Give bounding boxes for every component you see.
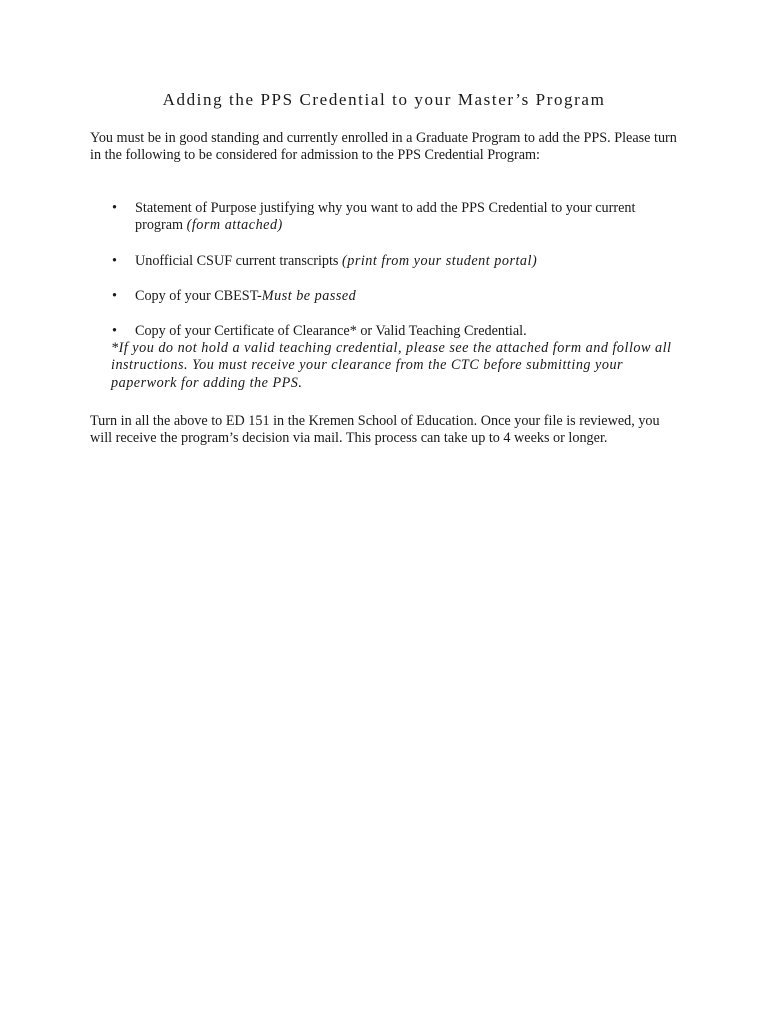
- list-item-italic-note: (form attached): [186, 217, 283, 234]
- list-item-italic-note: (print from your student portal): [342, 253, 538, 269]
- list-item-italic-note: Must be passed: [261, 288, 357, 304]
- list-item-text: Unofficial CSUF current transcripts: [135, 253, 342, 269]
- intro-paragraph: You must be in good standing and currently enrolled in a Graduate Program to add the PPS. Please turn in the following to be considered for admission to the PPS Credential Program:: [90, 130, 677, 164]
- bullet-icon: •: [112, 288, 117, 304]
- list-item-content: [135, 253, 680, 270]
- list-item-content: [135, 288, 680, 305]
- list-item: [90, 253, 680, 270]
- list-item-text: Copy of your CBEST-: [135, 288, 262, 304]
- list-item: [90, 323, 680, 392]
- list-item-content: [135, 200, 680, 234]
- list-item: [90, 200, 680, 234]
- closing-paragraph: Turn in all the above to ED 151 in the Kremen School of Education. Once your file is reviewed, you will receive the program’s decision via mail. This process can take up to 4 weeks or longer.: [90, 413, 660, 447]
- list-item-text: Copy of your Certificate of Clearance* or Valid Teaching Credential.: [135, 323, 527, 339]
- document-title: Adding the PPS Credential to your Master’s Program: [162, 90, 606, 109]
- list-item-content: [135, 323, 680, 340]
- list-item: [90, 288, 680, 305]
- bullet-icon: •: [112, 253, 117, 269]
- list-item-text: Statement of Purpose justifying why you want to add the PPS Credential to your current program: [135, 200, 636, 234]
- bullet-icon: •: [112, 323, 117, 339]
- bullet-icon: •: [112, 200, 117, 216]
- clearance-footnote: *If you do not hold a valid teaching credential, please see the attached form and follow all instructions. You must receive your clearance from the CTC before submitting your paperwork for adding the PPS.: [111, 340, 672, 391]
